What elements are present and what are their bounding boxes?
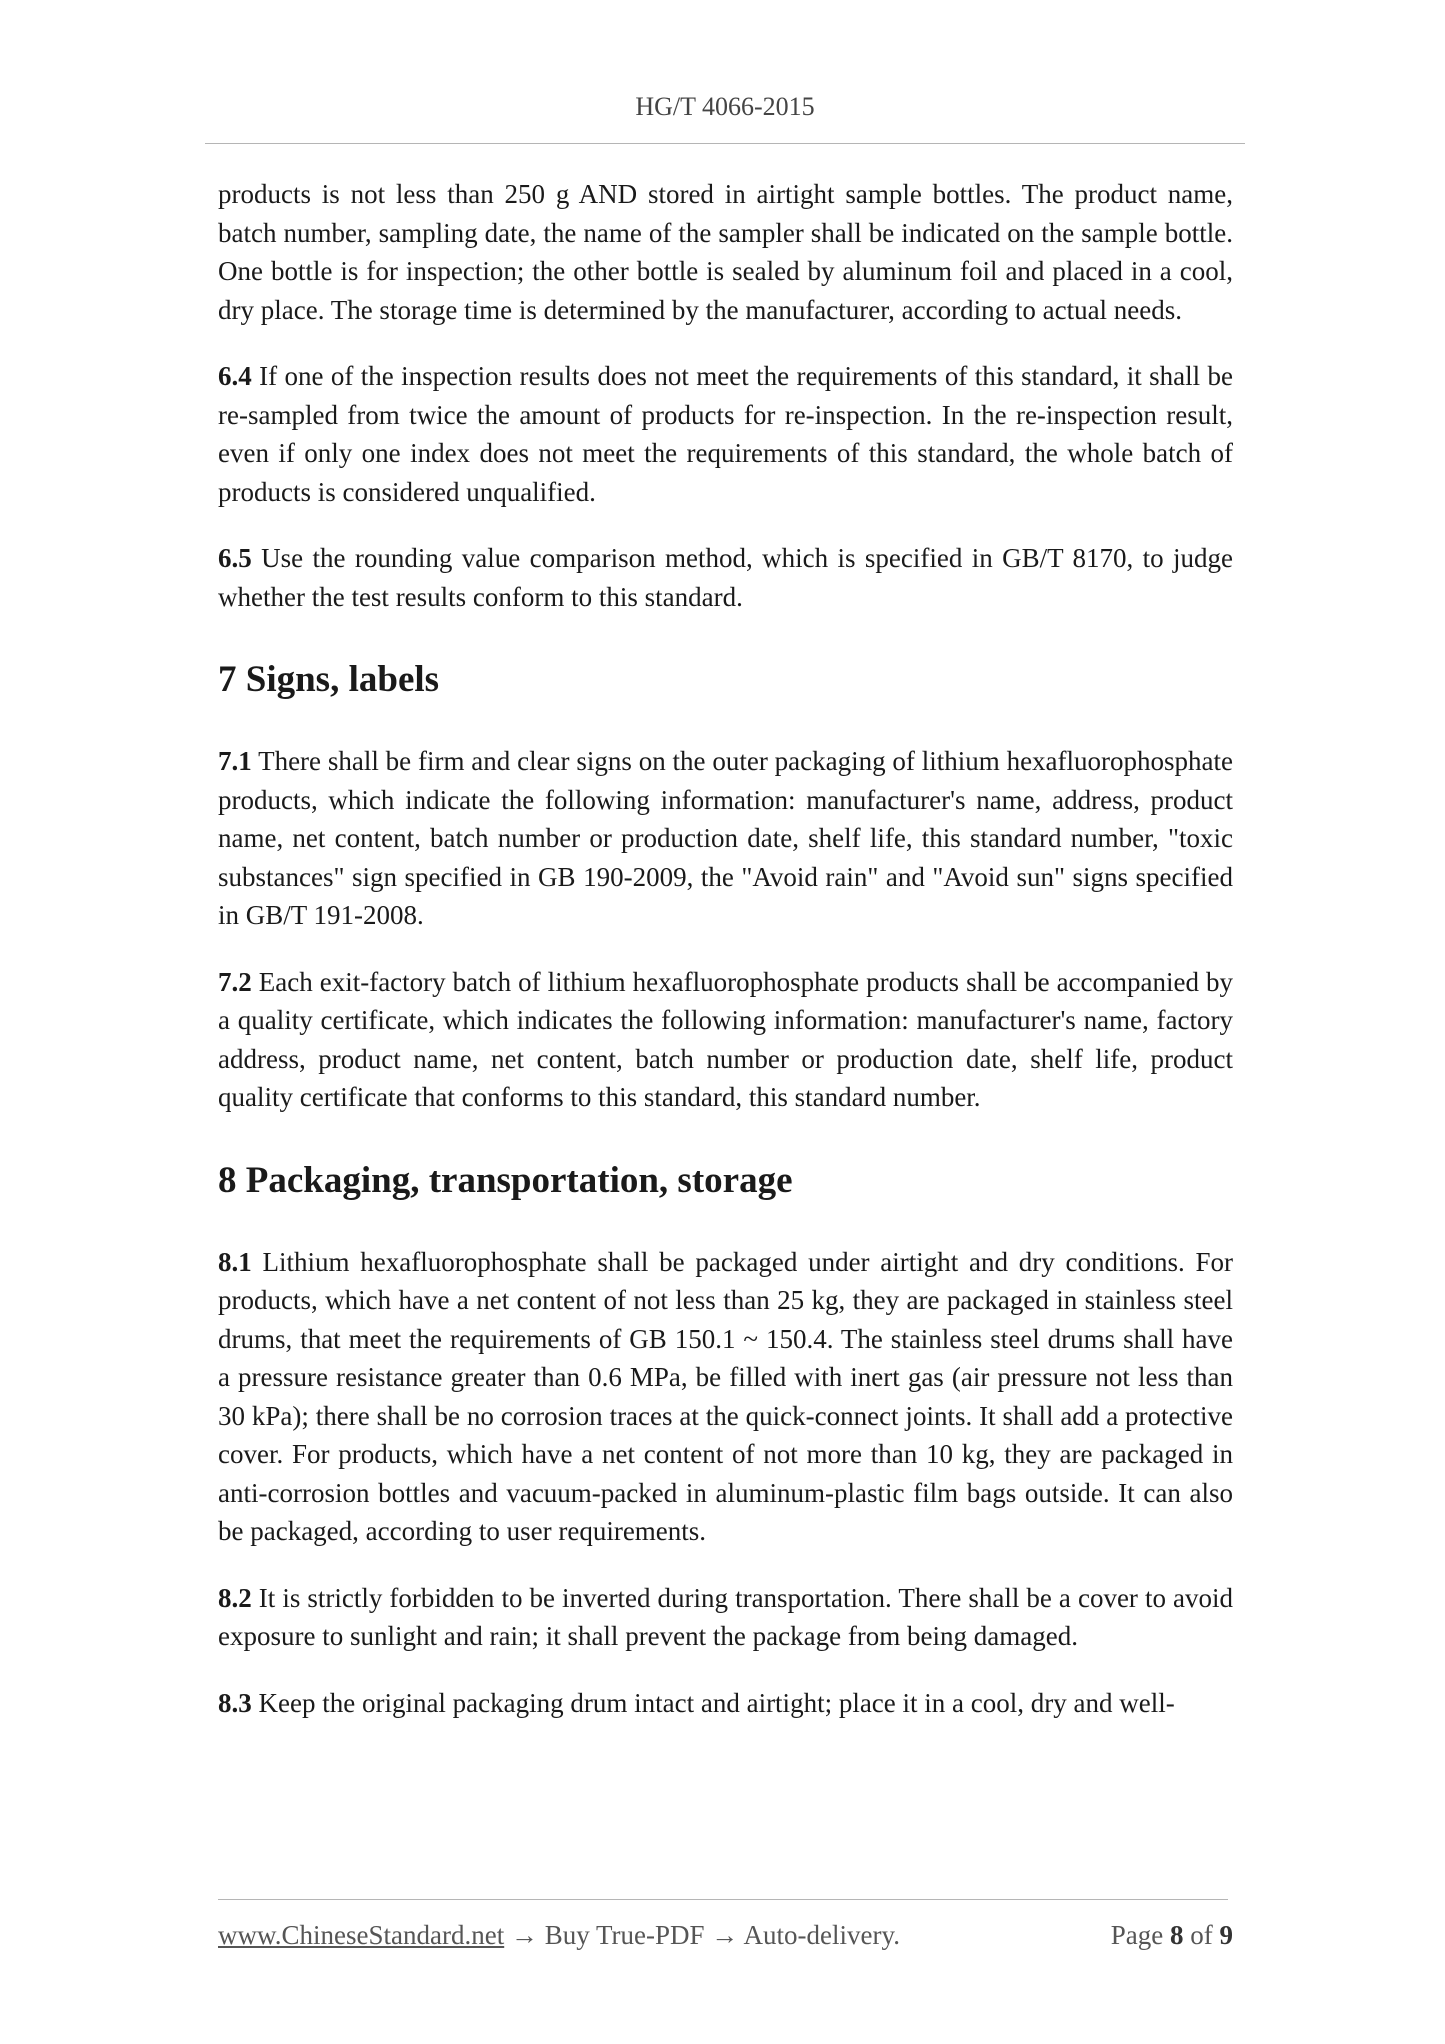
clause-7-2 <box>218 963 1233 1117</box>
clause-8-3 <box>218 1684 1233 1723</box>
clause-number: 7.1 <box>218 746 252 776</box>
clause-text: Lithium hexafluorophosphate shall be packaged under airtight and dry conditions. For products, which have a net content of not less than 25 kg, they are packaged in stainless steel drums, that meet the requirements of GB 150.1 ~ 150.4. The stainless steel drums shall have a pressure resistance greater than 0.6 MPa, be filled with inert gas (air pressure not less than 30 kPa); there shall be no corrosion traces at the quick-connect joints. It shall add a protective cover. For products, which have a net content of not more than 10 kg, they are packaged in anti-corrosion bottles and vacuum-packed in aluminum-plastic film bags outside. It can also be packaged, according to user requirements. <box>218 1246 1233 1546</box>
clause-text: If one of the inspection results does not meet the requirements of this standard, it shall be re-sampled from twice the amount of products for re-inspection. In the re-inspection result, even if only one index does not meet the requirements of this standard, the whole batch of products is considered unqualified. <box>218 361 1233 507</box>
footer-tagline: → Buy True-PDF → Auto-delivery. <box>504 1920 900 1950</box>
clause-number: 8.3 <box>218 1687 252 1718</box>
clause-text: There shall be firm and clear signs on the outer packaging of lithium hexafluorophosphate products, which indicate the following information: manufacturer's name, address, product name, net content, batch number or production date, shelf life, this standard number, "toxic substances" sign specified in GB 190-2009, the "Avoid rain" and "Avoid sun" signs specified in GB/T 191-2008. <box>218 746 1233 930</box>
footer-divider <box>218 1899 1228 1900</box>
page-indicator <box>1111 1920 1233 1951</box>
paragraph-text: products is not less than 250 g AND stored in airtight sample bottles. The product name, batch number, sampling date, the name of the sampler shall be indicated on the sample bottle. One bottle is for inspection; the other bottle is sealed by aluminum foil and placed in a cool, dry place. The storage time is determined by the manufacturer, according to actual needs. <box>218 179 1233 325</box>
page-number: 8 <box>1170 1920 1184 1950</box>
clause-text: Each exit-factory batch of lithium hexafluorophosphate products shall be accompanied by a quality certificate, which indicates the following information: manufacturer's name, factory address, product name, net content, batch number or production date, shelf life, product quality certificate that conforms to this standard, this standard number. <box>218 966 1233 1112</box>
header-divider <box>205 143 1245 144</box>
paragraph-continued <box>218 175 1233 329</box>
clause-text: Use the rounding value comparison method, which is specified in GB/T 8170, to judge whether the test results conform to this standard. <box>218 543 1233 612</box>
clause-8-2 <box>218 1579 1233 1656</box>
clause-6-5 <box>218 539 1233 616</box>
footer-promo <box>218 1920 900 1951</box>
website-link[interactable]: www.ChineseStandard.net <box>218 1920 505 1950</box>
section-heading-7: 7 Signs, labels <box>218 659 440 700</box>
clause-text: It is strictly forbidden to be inverted during transportation. There shall be a cover to avoid exposure to sunlight and rain; it shall prevent the package from being damaged. <box>218 1582 1233 1651</box>
clause-8-1 <box>218 1243 1233 1551</box>
doc-id: HG/T 4066-2015 <box>635 92 815 121</box>
of-label: of <box>1183 1920 1220 1950</box>
clause-7-1 <box>218 742 1233 935</box>
clause-number: 8.1 <box>218 1246 252 1277</box>
document-footer <box>218 1920 1233 1951</box>
clause-6-4 <box>218 357 1233 511</box>
clause-number: 7.2 <box>218 966 252 997</box>
clause-text: Keep the original packaging drum intact and airtight; place it in a cool, dry and well- <box>251 1687 1175 1718</box>
clause-number: 6.4 <box>218 361 252 391</box>
page-label: Page <box>1110 1920 1170 1950</box>
section-heading-8: 8 Packaging, transportation, storage <box>218 1159 793 1201</box>
document-header <box>205 92 1245 122</box>
clause-number: 6.5 <box>218 543 252 573</box>
clause-number: 8.2 <box>218 1582 252 1613</box>
document-body <box>218 175 1233 1750</box>
page-total: 9 <box>1219 1920 1233 1950</box>
